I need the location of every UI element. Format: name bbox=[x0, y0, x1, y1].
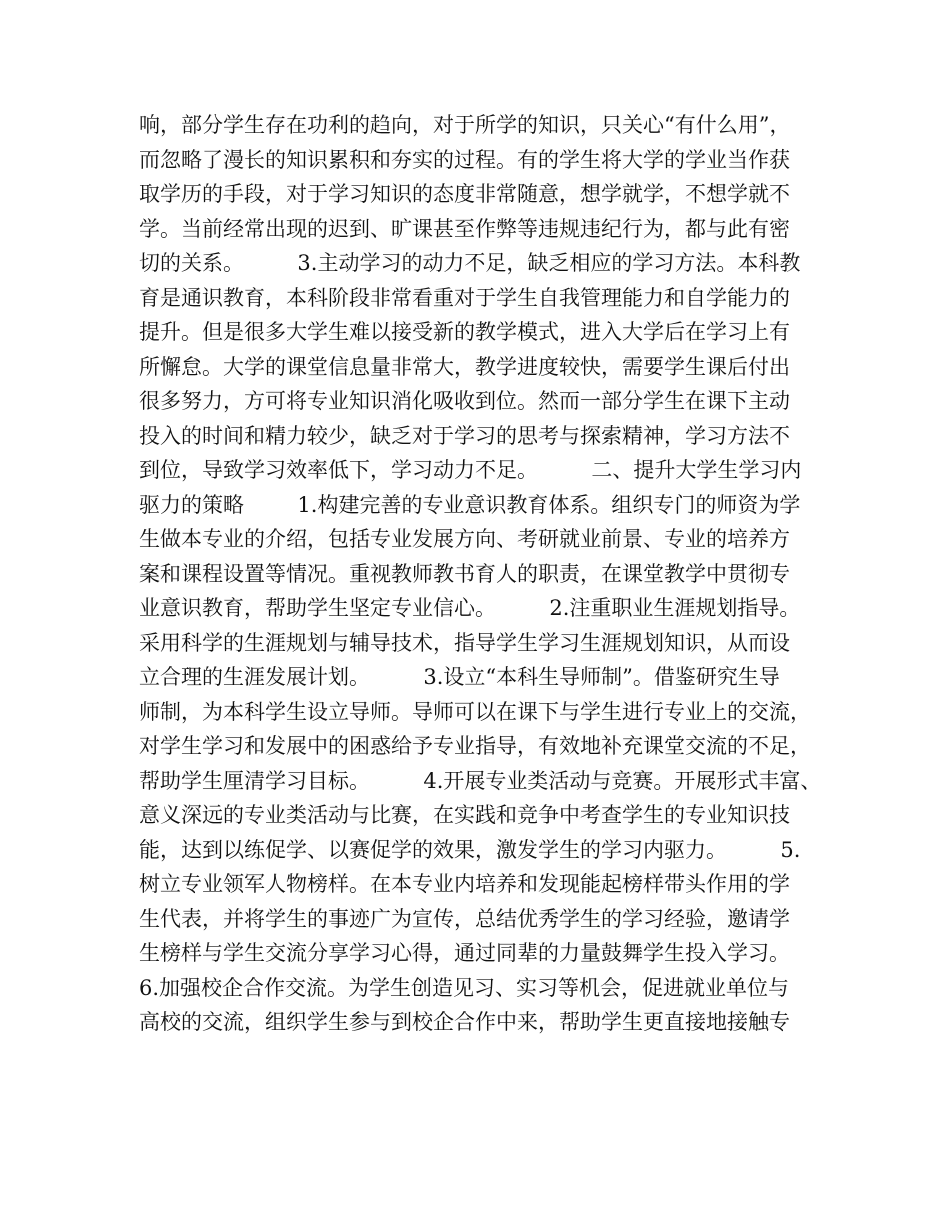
text-line: 响，部分学生存在功利的趋向，对于所学的知识，只关心“有什么用”， bbox=[139, 113, 791, 137]
text-line: 采用科学的生涯规划与辅导技术，指导学生学习生涯规划知识，从而设 bbox=[139, 630, 790, 655]
text-line: 投入的时间和精力较少，缺乏对于学习的思考与探索精神，学习方法不 bbox=[139, 423, 790, 448]
text-line: 帮助学生厘清学习目标。 4.开展专业类活动与竞赛。开展形式丰富、 bbox=[139, 768, 822, 793]
text-line: 意义深远的专业类活动与比赛，在实践和竞争中考查学生的专业知识技 bbox=[139, 803, 790, 827]
text-line: 到位，导致学习效率低下，学习动力不足。 二、提升大学生学习内 bbox=[139, 458, 802, 482]
text-line: 师制，为本科学生设立导师。导师可以在课下与学生进行专业上的交流， bbox=[139, 699, 811, 724]
body-text bbox=[139, 108, 822, 1040]
text-line: 提升。但是很多大学生难以接受新的教学模式，进入大学后在学习上有 bbox=[139, 320, 790, 344]
text-line: 很多努力，方可将专业知识消化吸收到位。然而一部分学生在课下主动 bbox=[139, 389, 790, 413]
text-line: 学。当前经常出现的迟到、旷课甚至作弊等违规违纪行为，都与此有密 bbox=[139, 216, 790, 241]
text-line: 立合理的生涯发展计划。 3.设立“本科生导师制”。借鉴研究生导 bbox=[139, 665, 780, 689]
text-line: 高校的交流，组织学生参与到校企合作中来，帮助学生更直接地接触专 bbox=[139, 1010, 790, 1034]
text-line: 生榜样与学生交流分享学习心得，通过同辈的力量鼓舞学生投入学习。 bbox=[139, 941, 790, 965]
text-line: 业意识教育，帮助学生坚定专业信心。 2.注重职业生涯规划指导。 bbox=[139, 596, 801, 620]
text-line: 能，达到以练促学、以赛促学的效果，激发学生的学习内驱力。 5. bbox=[139, 837, 801, 862]
text-line: 而忽略了漫长的知识累积和夯实的过程。有的学生将大学的学业当作获 bbox=[139, 147, 790, 172]
text-line: 取学历的手段，对于学习知识的态度非常随意，想学就学，不想学就不 bbox=[139, 182, 790, 206]
text-line: 对学生学习和发展中的困惑给予专业指导，有效地补充课堂交流的不足， bbox=[139, 734, 811, 758]
text-line: 生做本专业的介绍，包括专业发展方向、考研就业前景、专业的培养方 bbox=[139, 527, 790, 551]
text-line: 育是通识教育，本科阶段非常看重对于学生自我管理能力和自学能力的 bbox=[139, 285, 790, 310]
text-line: 生代表，并将学生的事迹广为宣传，总结优秀学生的学习经验，邀请学 bbox=[139, 906, 790, 931]
text-line: 树立专业领军人物榜样。在本专业内培养和发现能起榜样带头作用的学 bbox=[139, 872, 790, 896]
text-line: 驱力的策略 1.构建完善的专业意识教育体系。组织专门的师资为学 bbox=[139, 492, 801, 517]
text-line: 所懈怠。大学的课堂信息量非常大，教学进度较快，需要学生课后付出 bbox=[139, 354, 790, 379]
text-line: 案和课程设置等情况。重视教师教书育人的职责，在课堂教学中贯彻专 bbox=[139, 561, 790, 586]
text-line: 切的关系。 3.主动学习的动力不足，缺乏相应的学习方法。本科教 bbox=[139, 251, 801, 275]
text-line: 6.加强校企合作交流。为学生创造见习、实习等机会，促进就业单位与 bbox=[139, 975, 790, 1000]
